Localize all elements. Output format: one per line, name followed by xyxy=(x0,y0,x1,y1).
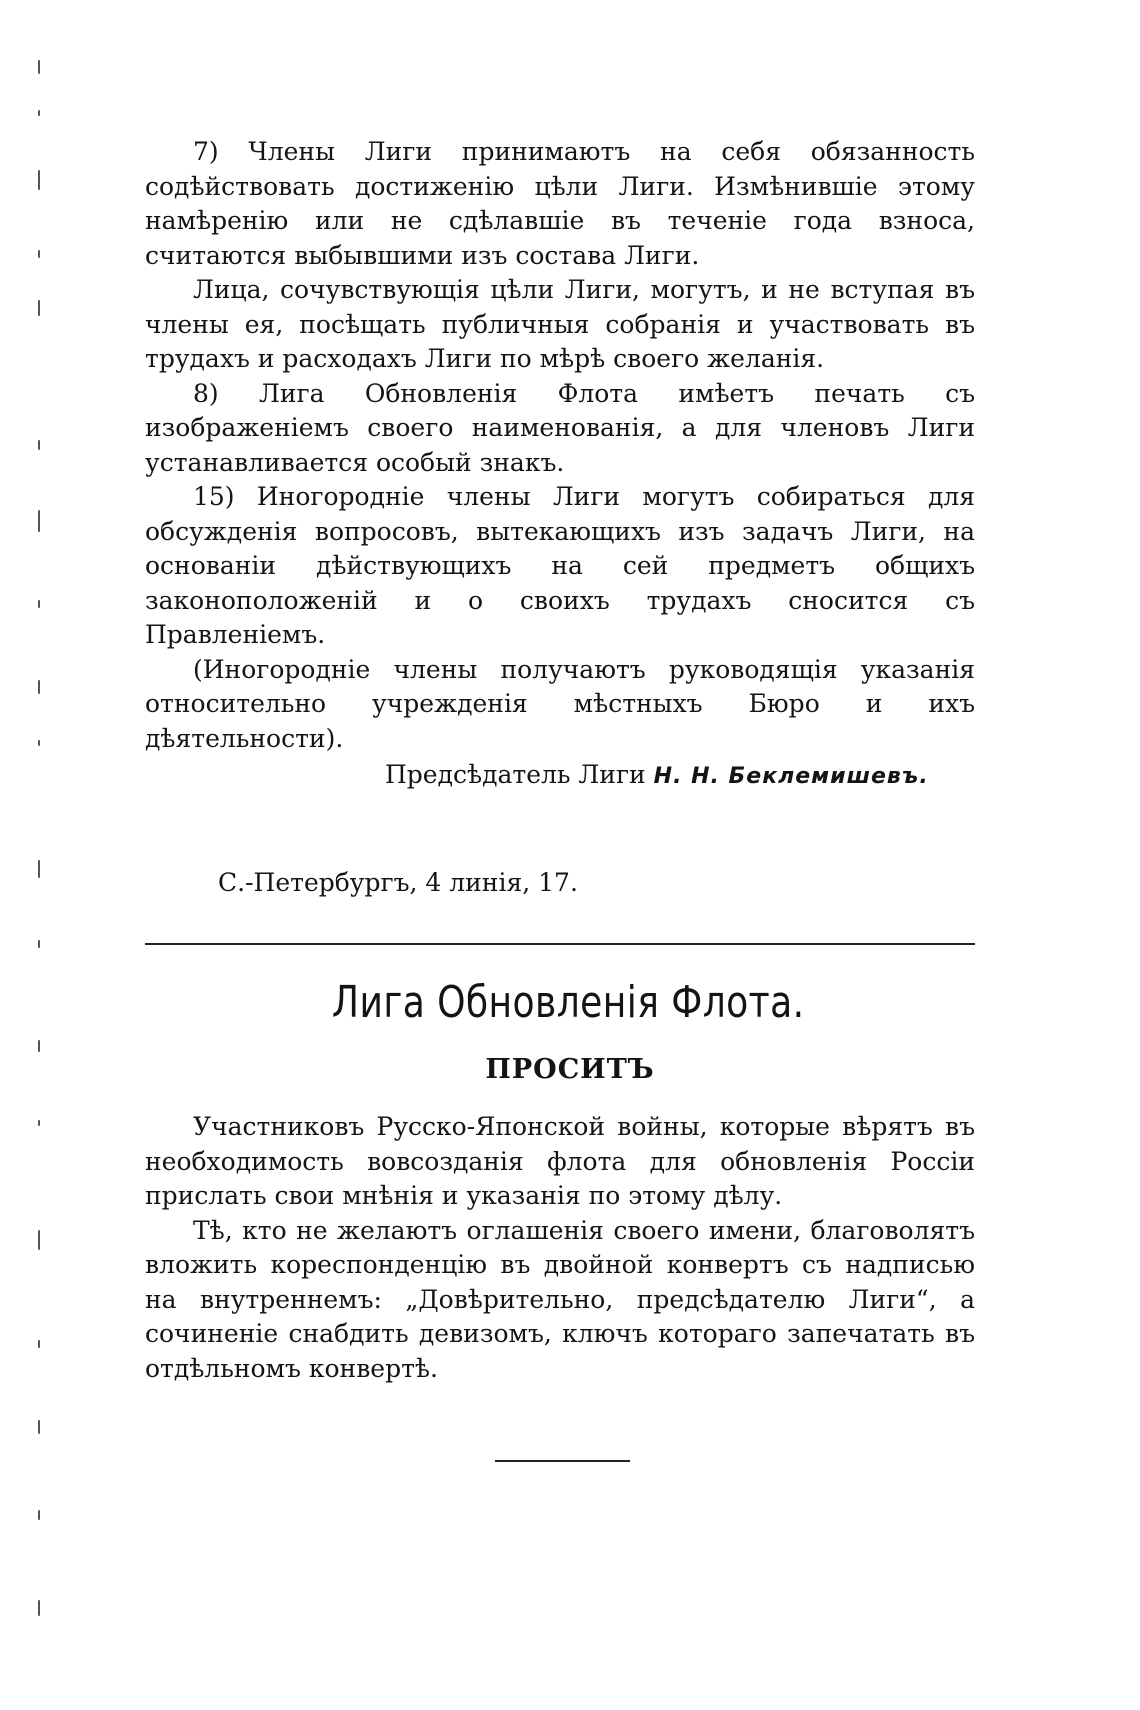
appeal-paragraph-confidential: Тѣ, кто не желаютъ оглашенiя своего имени, благоволятъ вложить кореспонденцiю въ двойной конвертъ съ надписью на внутреннемъ: „Довѣрительно, предсѣдателю Лиги“, а сочиненiе снабдить девизомъ, ключъ котораго запечатать въ отдѣльномъ конвертѣ. xyxy=(145,1215,975,1383)
scan-edge-marks xyxy=(38,40,44,1660)
statute-text xyxy=(145,135,975,756)
appeal-subheading: ПРОСИТЪ xyxy=(485,1054,655,1085)
statute-paragraph-15: 15) Иногороднiе члены Лиги могутъ собираться для обсужденiя вопросовъ, вытекающихъ изъ задачъ Лиги, на основанiи дѣйствующихъ на сей предметъ общихъ законоположенiй и о своихъ трудахъ сносится съ Правленiемъ. xyxy=(145,482,975,649)
signature-line xyxy=(385,758,929,794)
statute-paragraph-7: 7) Члены Лиги принимаютъ на себя обязанность содѣйствовать достиженiю цѣли Лиги. Измѣнившiе этому намѣренiю или не сдѣлавшiе въ теченiе года взноса, считаются выбывшими изъ состава Лиги. xyxy=(145,137,975,270)
appeal-heading: Лига Обновленiя Флота. xyxy=(331,977,805,1028)
section-divider xyxy=(145,943,975,945)
statute-paragraph-sympathizers: Лица, сочувствующiя цѣли Лиги, могутъ, и не вступая въ члены ея, посѣщать публичныя собранiя и участвовать въ трудахъ и расходахъ Лиги по мѣрѣ своего желанiя. xyxy=(145,275,975,373)
appeal-text xyxy=(145,1110,975,1386)
statute-paragraph-note: (Иногороднiе члены получаютъ руководящiя указанiя относительно учрежденiя мѣстныхъ Бюро и ихъ дѣятельности). xyxy=(145,654,975,753)
signature-name: Н. Н. Беклемишевъ. xyxy=(653,764,929,789)
signature-title: Предсѣдатель Лиги xyxy=(385,760,646,789)
statute-paragraph-8: 8) Лига Обновленiя Флота имѣетъ печать съ изображенiемъ своего наименованiя, а для членовъ Лиги устанавливается особый знакъ. xyxy=(145,378,975,477)
address-line: С.-Петербургъ, 4 линiя, 17. xyxy=(218,868,578,897)
end-divider xyxy=(495,1460,630,1462)
appeal-paragraph-participants: Участниковъ Русско-Японской войны, которые вѣрятъ въ необходимость вовсозданiя флота для обновленiя Россiи прислать свои мнѣнiя и указанiя по этому дѣлу. xyxy=(145,1112,975,1210)
